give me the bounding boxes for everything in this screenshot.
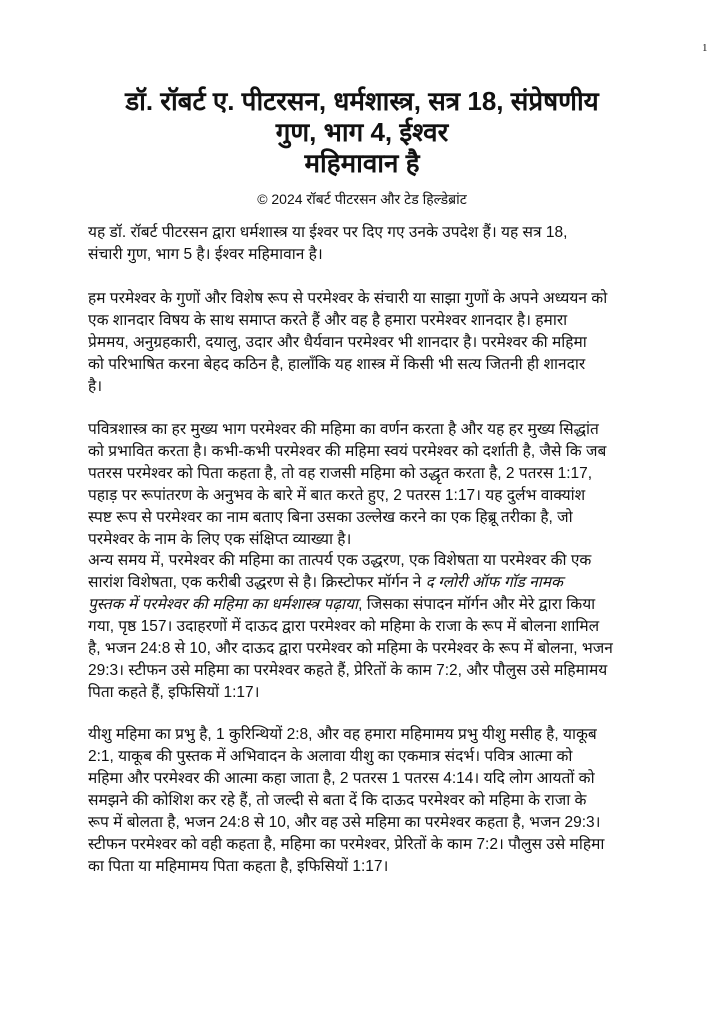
text-line: है, भजन 24:8 से 10, और दाऊद द्वारा परमेश्वर को महिमा के परमेश्वर के रूप में बोलना, भजन <box>88 640 613 657</box>
text-line: है। <box>88 378 103 395</box>
text-line: परमेश्वर के नाम के लिए एक संक्षिप्त व्याख्या है। <box>88 531 352 548</box>
text-line: स्पष्ट रूप से परमेश्वर का नाम बताए बिना उसका उल्लेख करने का एक हिब्रू तरीका है, जो <box>88 509 573 526</box>
text-line: पवित्रशास्त्र का हर मुख्य भाग परमेश्वर की महिमा का वर्णन करता है और यह हर मुख्य सिद्धांत <box>88 421 599 438</box>
text-line <box>88 572 688 594</box>
text-line: स्टीफन परमेश्वर को वही कहता है, महिमा का परमेश्वर, प्रेरितों के काम 7:2। पौलुस उसे महिमा <box>88 836 605 853</box>
text-line: यीशु महिमा का प्रभु है, 1 कुरिन्थियों 2:8, और वह हमारा महिमामय प्रभु यीशु मसीह है, याकूब <box>88 726 597 743</box>
paragraph-3 <box>88 419 688 551</box>
text-line: पिता कहते हैं, इफिसियों 1:17। <box>88 684 260 701</box>
text-line <box>88 594 688 616</box>
text-line: समझने की कोशिश कर रहे हैं, तो जल्दी से बता दें कि दाऊद परमेश्वर को महिमा के राजा के <box>88 792 587 809</box>
book-title-italic: द ग्लोरी ऑफ गॉड नामक <box>425 574 563 591</box>
title-line: डॉ. रॉबर्ट ए. पीटरसन, धर्मशास्त्र, सत्र 18, संप्रेषणीय <box>125 86 599 116</box>
document-title <box>0 86 724 179</box>
text-line: अन्य समय में, परमेश्वर की महिमा का तात्पर्य एक उद्धरण, एक विशेषता या परमेश्वर की एक <box>88 552 592 569</box>
text-line: महिमा और परमेश्वर की आत्मा कहा जाता है, 2 पतरस 1 पतरस 4:14। यदि लोग आयतों को <box>88 770 595 787</box>
page-number: 1 <box>702 42 708 54</box>
text-segment: , जिसका संपादन मॉर्गन और मेरे द्वारा किया <box>358 596 596 613</box>
text-line: पहाड़ पर रूपांतरण के अनुभव के बारे में बात करते हुए, 2 पतरस 1:17। यह दुर्लभ वाक्यांश <box>88 487 586 504</box>
paragraph-5 <box>88 724 688 878</box>
text-line: को परिभाषित करना बेहद कठिन है, हालाँकि यह शास्त्र में किसी भी सत्य जितनी ही शानदार <box>88 356 586 373</box>
book-title-italic: पुस्तक में परमेश्वर की महिमा का धर्मशास्त्र पढ़ाया <box>88 596 359 613</box>
text-line: गया, पृष्ठ 157। उदाहरणों में दाऊद द्वारा परमेश्वर को महिमा के राजा के रूप में बोलना शामिल <box>88 618 600 635</box>
text-line: हम परमेश्वर के गुणों और विशेष रूप से परमेश्वर के संचारी या साझा गुणों के अपने अध्ययन को <box>88 290 608 307</box>
text-line: 29:3। स्टीफन उसे महिमा का परमेश्वर कहते हैं, प्रेरितों के काम 7:2, और पौलुस उसे महिमामय <box>88 662 608 679</box>
paragraph-intro <box>88 222 688 266</box>
paragraph-4 <box>88 550 688 704</box>
title-line: गुण, भाग 4, ईश्वर <box>275 117 449 147</box>
paragraph-2 <box>88 288 688 398</box>
text-segment: सारांश विशेषता, एक करीबी उद्धरण से है। क्रिस्टोफर मॉर्गन ने <box>88 574 426 591</box>
text-line: संचारी गुण, भाग 5 है। ईश्वर महिमावान है। <box>88 246 323 263</box>
text-line: 2:1, याकूब की पुस्तक में अभिवादन के अलावा यीशु का एकमात्र संदर्भ। पवित्र आत्मा को <box>88 748 573 765</box>
text-line: एक शानदार विषय के साथ समाप्त करते हैं और वह है हमारा परमेश्वर शानदार है। हमारा <box>88 312 568 329</box>
text-line: का पिता या महिमामय पिता कहता है, इफिसियों 1:17। <box>88 858 389 875</box>
title-line: महिमावान है <box>304 148 420 178</box>
text-line: पतरस परमेश्वर को पिता कहता है, तो वह राजसी महिमा को उद्धृत करता है, 2 पतरस 1:17, <box>88 465 593 482</box>
text-line: प्रेममय, अनुग्रहकारी, दयालु, उदार और धैर्यवान परमेश्वर भी शानदार है। परमेश्वर की महिमा <box>88 334 587 351</box>
copyright-line: © 2024 रॉबर्ट पीटरसन और टेड हिल्डेब्रांट <box>257 191 467 207</box>
text-line: यह डॉ. रॉबर्ट पीटरसन द्वारा धर्मशास्त्र या ईश्वर पर दिए गए उनके उपदेश हैं। यह सत्र 18, <box>88 224 568 241</box>
text-line: को प्रभावित करता है। कभी-कभी परमेश्वर की महिमा स्वयं परमेश्वर को दर्शाती है, जैसे कि जब <box>88 443 607 460</box>
text-line: रूप में बोलता है, भजन 24:8 से 10, और वह उसे महिमा का परमेश्वर कहता है, भजन 29:3। <box>88 814 601 831</box>
